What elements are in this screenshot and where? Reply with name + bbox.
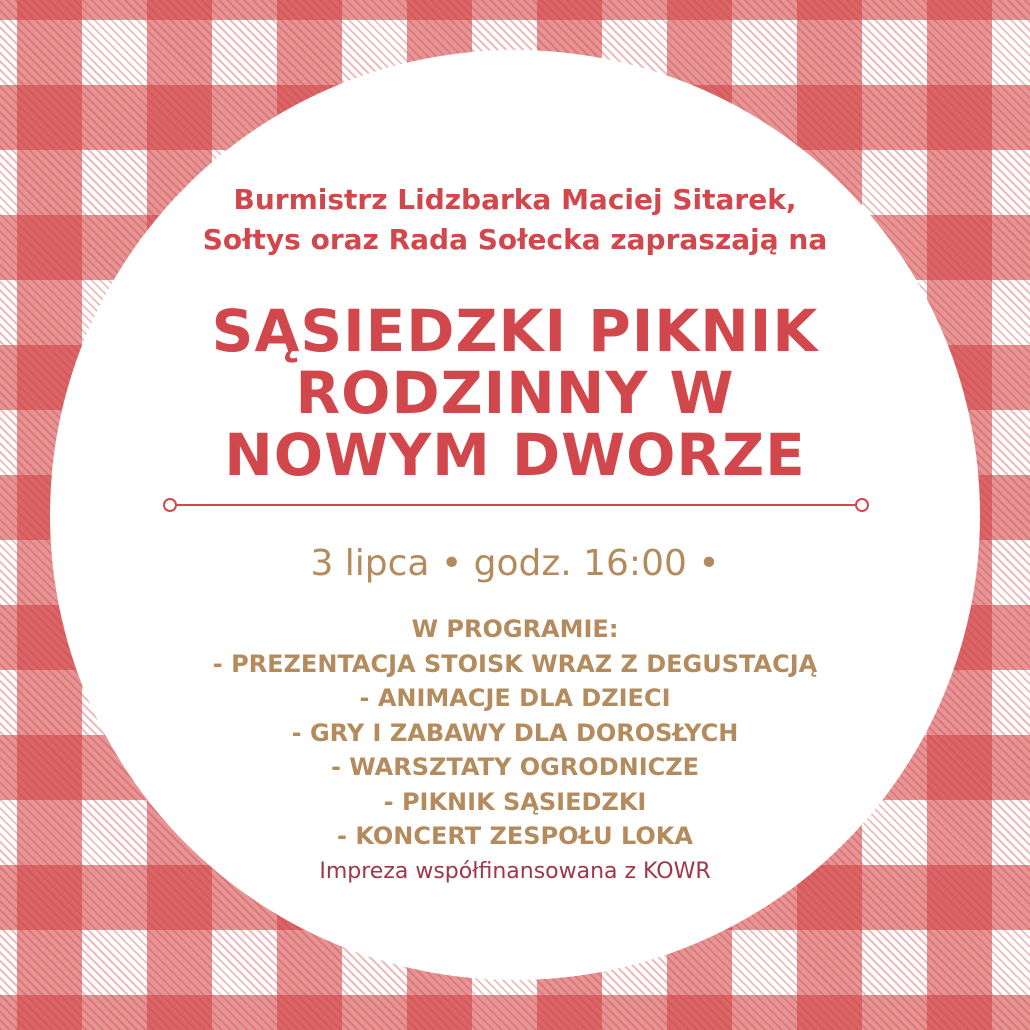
title-line-2: RODZINNY W bbox=[295, 359, 735, 427]
divider-line bbox=[162, 496, 870, 514]
title-line-3: NOWYM DWORZE bbox=[224, 421, 806, 489]
intro-line-2: Sołtys oraz Rada Sołecka zapraszają na bbox=[202, 223, 828, 256]
title-line-1: SĄSIEDZKI PIKNIK bbox=[211, 297, 819, 365]
event-title bbox=[0, 297, 1030, 489]
intro-line-1: Burmistrz Lidzbarka Maciej Sitarek, bbox=[233, 183, 797, 216]
intro-text bbox=[0, 180, 1030, 260]
program-item: - PREZENTACJA STOISK WRAZ Z DEGUSTACJĄ bbox=[212, 649, 818, 678]
program-heading: W PROGRAMIE: bbox=[411, 615, 619, 643]
program-list bbox=[0, 612, 1030, 854]
funding-note: Impreza współfinansowana z KOWR bbox=[319, 859, 711, 884]
program-item: - ANIMACJE DLA DZIECI bbox=[359, 684, 671, 712]
program-item: - WARSZTATY OGRODNICZE bbox=[330, 753, 700, 781]
program-item: - GRY I ZABAWY DLA DOROSŁYCH bbox=[291, 718, 739, 747]
event-date: 3 lipca • godz. 16:00 • bbox=[310, 543, 720, 584]
program-item: - KONCERT ZESPOŁU LOKA bbox=[337, 822, 693, 850]
program-item: - PIKNIK SĄSIEDZKI bbox=[383, 787, 647, 816]
